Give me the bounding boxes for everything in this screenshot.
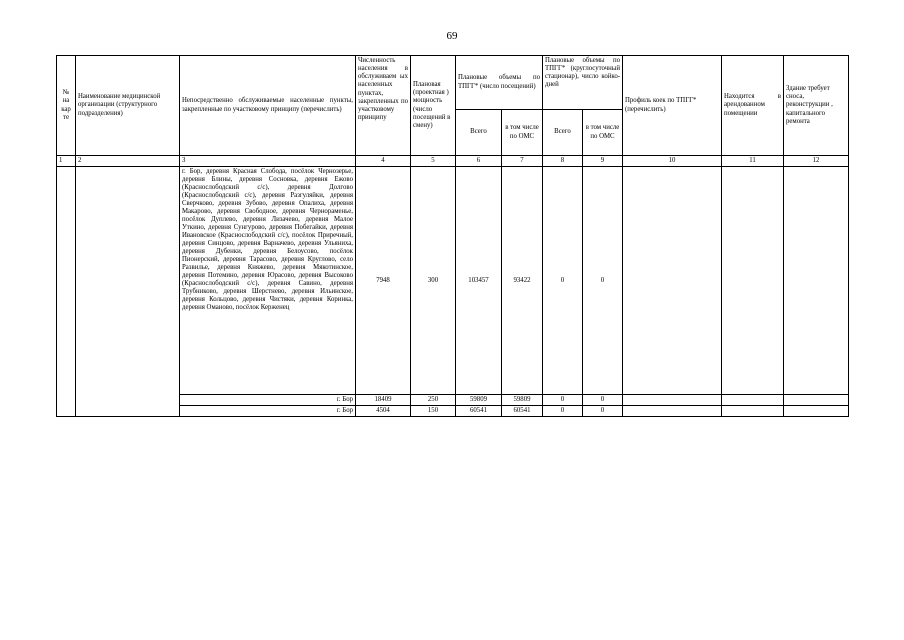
capacity-cell: 250	[411, 395, 456, 406]
visits-total-cell: 103457	[456, 167, 502, 395]
rented-cell	[722, 395, 784, 406]
bed-profile-cell	[623, 406, 722, 417]
rented-cell	[722, 406, 784, 417]
visits-oms-cell: 60541	[502, 406, 543, 417]
header-organization: Наименование медицинской организации (структурного подразделения)	[76, 56, 180, 156]
col-number: 8	[543, 156, 583, 167]
population-cell: 18409	[356, 395, 411, 406]
col-number: 6	[456, 156, 502, 167]
beds-oms-cell: 0	[583, 406, 623, 417]
header-visits-oms: в том числе по ОМС	[502, 110, 543, 156]
header-capacity: Плановая (проектная ) мощность (число посещений в смену)	[411, 56, 456, 156]
header-rented-premises: Находится в арендованном помещении	[722, 56, 784, 156]
col-number: 9	[583, 156, 623, 167]
header-population: Численность населения в обслуживаем ых населенных пунктах, закрепленных по участковому принципу	[356, 56, 411, 156]
header-map-number: № на кар те	[57, 56, 76, 156]
capacity-cell: 300	[411, 167, 456, 395]
header-planned-bed-days: Плановые объемы по ТПГГ* (круглосуточный стационар), число койко-дней	[543, 56, 623, 110]
table-row	[57, 167, 849, 395]
visits-oms-cell: 59809	[502, 395, 543, 406]
col-number: 7	[502, 156, 543, 167]
header-building-repair: Здание требует сноса, реконструкции , капитального ремонта	[784, 56, 849, 156]
repair-cell	[784, 395, 849, 406]
settlements-cell: г. Бор, деревня Красная Слобода, посёлок Чернозерье, деревня Блины, деревня Сосновка, деревня Ежово (Краснослободский с/с), деревня Долгово (Краснослободский с/с), деревня Разгуляйки, деревня Сверчково, деревня Зубово, деревня Опалиха, деревня Макарово, деревня Свободное, деревня Чернораменье, посёлок Дуплево, деревня Лизачево, деревня Малое Уткино, деревня Сунгурово, деревня Побегайки, деревня Ивановское (Краснослободский с/с), посёлок Приречный, деревня Синцово, деревня Варначево, деревня Ульяниха, деревня Дубенки, деревня Белоусово, посёлок Пионерский, деревня Тарасово, деревня Круглово, село Развилье, деревня Княжево, деревня Мякотинское, деревня Потемино, деревня Юрасово, деревня Высоково (Краснослободский с/с), деревня Савино, деревня Трубниково, деревня Шерстнево, деревня Ильинское, деревня Кольцово, деревня Чистяки, деревня Коринка, деревня Оманово, посёлок Керженец	[180, 167, 356, 395]
col-number: 11	[722, 156, 784, 167]
col-number: 10	[623, 156, 722, 167]
bed-profile-cell	[623, 395, 722, 406]
header-beds-total: Всего	[543, 110, 583, 156]
col-number: 2	[76, 156, 180, 167]
population-cell: 4504	[356, 406, 411, 417]
population-cell: 7948	[356, 167, 411, 395]
beds-total-cell: 0	[543, 406, 583, 417]
col-number: 5	[411, 156, 456, 167]
organization-cell	[76, 167, 180, 417]
column-numbers-row	[57, 156, 849, 167]
col-number: 12	[784, 156, 849, 167]
settlements-cell: г. Бор	[180, 395, 356, 406]
col-number: 1	[57, 156, 76, 167]
capacity-cell: 150	[411, 406, 456, 417]
page-number: 69	[446, 30, 458, 42]
col-number: 4	[356, 156, 411, 167]
medical-organizations-table	[56, 55, 849, 417]
rented-cell	[722, 167, 784, 395]
settlements-cell: г. Бор	[180, 406, 356, 417]
header-served-settlements: Непосредственно обслуживаемые населенные пункты, закрепленные по участковому принципу (перечислить)	[180, 56, 356, 156]
beds-oms-cell: 0	[583, 395, 623, 406]
header-bed-profile: Профиль коек по ТПГГ* (перечислить)	[623, 56, 722, 156]
beds-total-cell: 0	[543, 395, 583, 406]
header-beds-oms: в том числе по ОМС	[583, 110, 623, 156]
visits-total-cell: 59809	[456, 395, 502, 406]
visits-oms-cell: 93422	[502, 167, 543, 395]
header-visits-total: Всего	[456, 110, 502, 156]
col-number: 3	[180, 156, 356, 167]
header-row	[57, 56, 849, 110]
visits-total-cell: 60541	[456, 406, 502, 417]
beds-oms-cell: 0	[583, 167, 623, 395]
header-planned-visits: Плановые объемы по ТПГГ* (число посещений)	[456, 56, 543, 110]
beds-total-cell: 0	[543, 167, 583, 395]
repair-cell	[784, 167, 849, 395]
map-number-cell	[57, 167, 76, 417]
repair-cell	[784, 406, 849, 417]
bed-profile-cell	[623, 167, 722, 395]
